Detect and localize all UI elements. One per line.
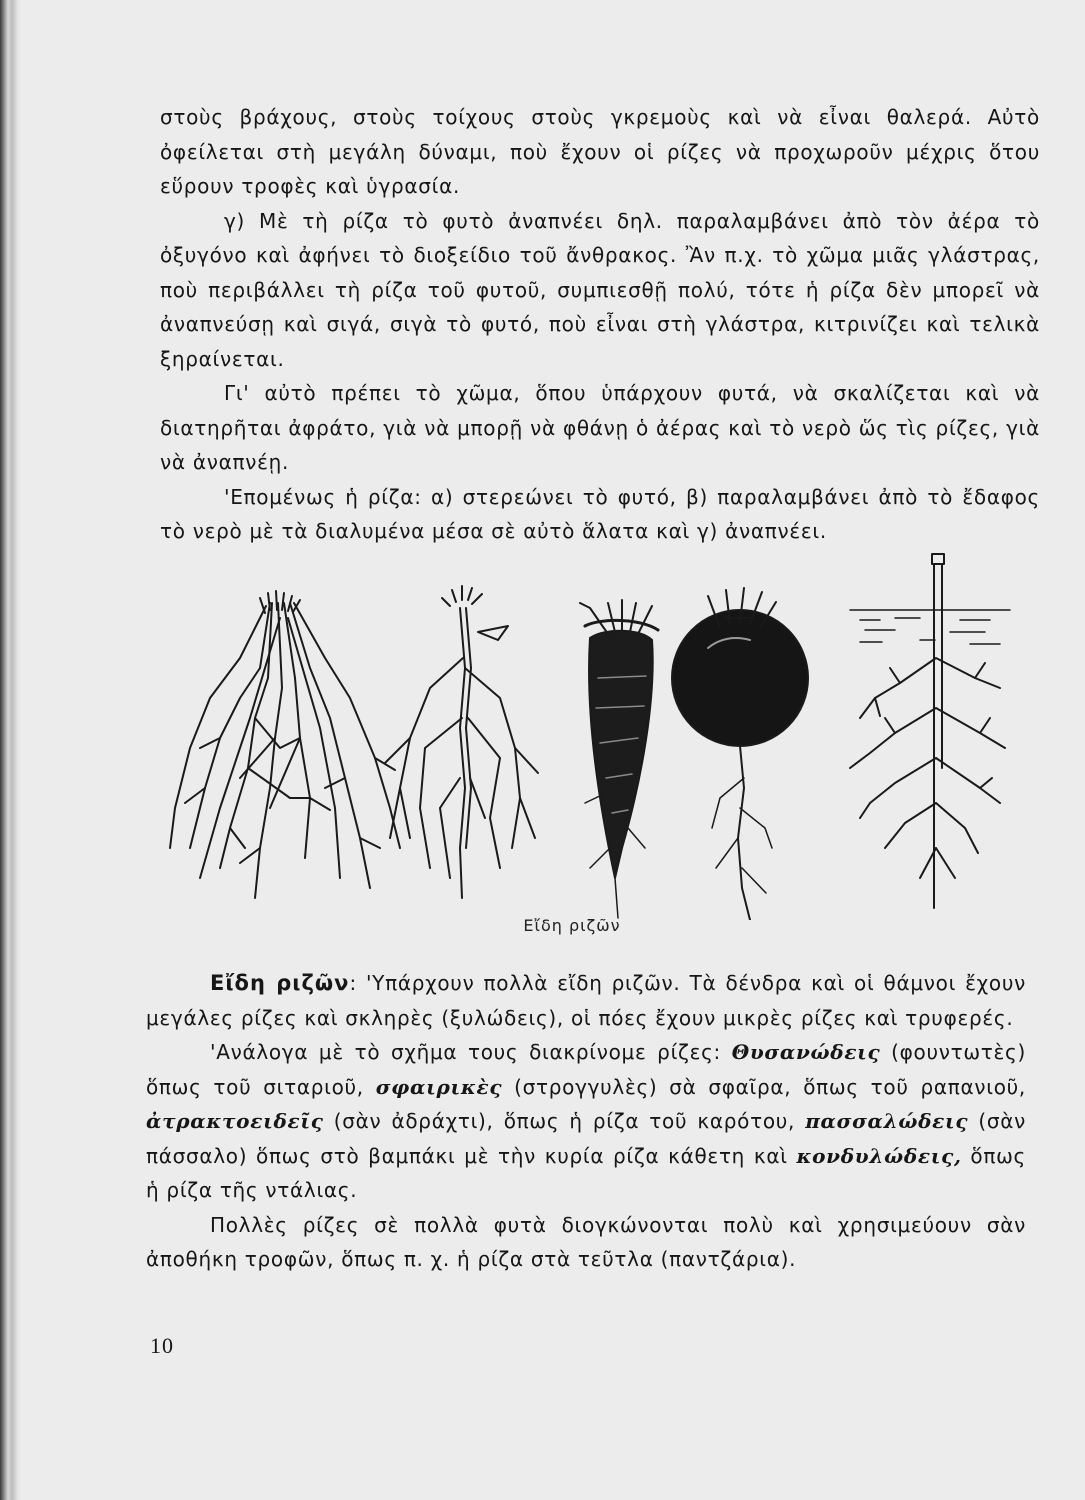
shapes-text-2: (φουντωτὲς) ὅπως τοῦ σιταριοῦ, (146, 1040, 1027, 1099)
fibrous-root-drawing (170, 591, 400, 898)
shapes-text-4: (σὰν ἀδράχτι), ὅπως ἡ ρίζα τοῦ καρότου, (323, 1109, 806, 1133)
body-text-top (160, 100, 1040, 549)
paragraph-2: γ) Μὲ τὴ ρίζα τὸ φυτὸ ἀναπνέει δηλ. παραλαμβάνει ἀπὸ τὸν ἀέρα τὸ ὀξυγόνο καὶ ἀφήνει τὸ διοξείδιο τοῦ ἄνθρακος. Ἂν π.χ. τὸ χῶμα μιᾶς γλάστρας, ποὺ περιβάλλει τὴ ρίζα τοῦ φυτοῦ, συμπιεσθῇ πολύ, τότε ἡ ρίζα δὲν μπορεῖ νὰ ἀναπνεύσῃ καὶ σιγά, σιγὰ τὸ φυτό, ποὺ εἶναι στὴ γλάστρα, κιτρινίζει καὶ τελικὰ ξηραίνεται. (160, 208, 1040, 371)
spherical-root-drawing (672, 588, 808, 920)
heading-separator: : (349, 971, 366, 995)
soil-root-drawing (850, 554, 1010, 908)
shapes-text-6: ὅπως ἡ ρίζα τῆς ντάλιας. (146, 1143, 1026, 1202)
spindle-root-drawing (580, 600, 658, 918)
page-edge-shadow (0, 0, 22, 1500)
storage-paragraph: Πολλὲς ρίζες σὲ πολλὰ φυτὰ διογκώνονται πολὺ καὶ χρησιμεύουν σὰν ἀποθήκη τροφῶν, ὅπως π. χ. ἡ ρίζα στὰ τεῦτλα (παντζάρια). (146, 1212, 1026, 1271)
term-spherical: σφαιρικὲς (375, 1074, 503, 1099)
root-shapes-paragraph (146, 1035, 1026, 1208)
section-heading: Εἴδη ριζῶν (210, 971, 350, 995)
term-tap: πασσαλώδεις (805, 1109, 969, 1133)
term-spindle: ἀτρακτοειδεῖς (146, 1109, 324, 1133)
shapes-text-1: 'Ανάλογα μὲ τὸ σχῆμα τους διακρίνομε ρίζες: (210, 1040, 732, 1064)
term-fibrous: Θυσανώδεις (731, 1040, 881, 1064)
paragraph-3: Γι' αὐτὸ πρέπει τὸ χῶμα, ὅπου ὑπάρχουν φυτά, νὰ σκαλίζεται καὶ νὰ διατηρῆται ἀφράτο, γιὰ νὰ μπορῇ νὰ φθάνῃ ὁ ἀέρας καὶ τὸ νερὸ ὥς τὶς ρίζες, γιὰ νὰ ἀναπνέῃ. (160, 381, 1040, 474)
root-types-illustration (160, 548, 1040, 920)
page-number: 10 (150, 1333, 174, 1358)
paragraph-4: 'Επομένως ἡ ρίζα: α) στερεώνει τὸ φυτό, β) παραλαμβάνει ἀπὸ τὸ ἔδαφος τὸ νερὸ μὲ τὰ διαλυμένα μέσα σὲ αὐτὸ ἅλατα καὶ γ) ἀναπνέει. (160, 484, 1040, 543)
body-text-bottom (146, 966, 1026, 1277)
paragraph-1: στοὺς βράχους, στοὺς τοίχους στοὺς γκρεμοὺς καὶ νὰ εἶναι θαλερά. Αὐτὸ ὀφείλεται στὴ μεγάλη δύναμι, ποὺ ἔχουν οἱ ρίζες νὰ προχωροῦν μέχρις ὅτου εὕρουν τροφὲς καὶ ὑγρασία. (160, 105, 1040, 198)
section-intro-paragraph (146, 966, 1026, 1035)
shapes-text-3: (στρογγυλὲς) σὰ σφαῖρα, ὅπως τοῦ ραπανιοῦ, (502, 1074, 1026, 1099)
tap-root-drawing (385, 586, 538, 898)
shapes-text-5: (σὰν πάσσαλο) ὅπως στὸ βαμπάκι μὲ τὴν κυρία ρίζα κάθετη καὶ (146, 1109, 1026, 1168)
term-tuberous: κονδυλώδεις, (796, 1143, 962, 1168)
section-intro-text: 'Υπάρχουν πολλὰ εἴδη ριζῶν. Τὰ δένδρα καὶ οἱ θάμνοι ἔχουν μεγάλες ρίζες καὶ σκληρὲς (ξυλώδεις), οἱ πόες ἔχουν μικρὲς ρίζες καὶ τρυφερές. (146, 971, 1026, 1030)
figure-caption: Εἴδη ριζῶν (523, 916, 621, 935)
